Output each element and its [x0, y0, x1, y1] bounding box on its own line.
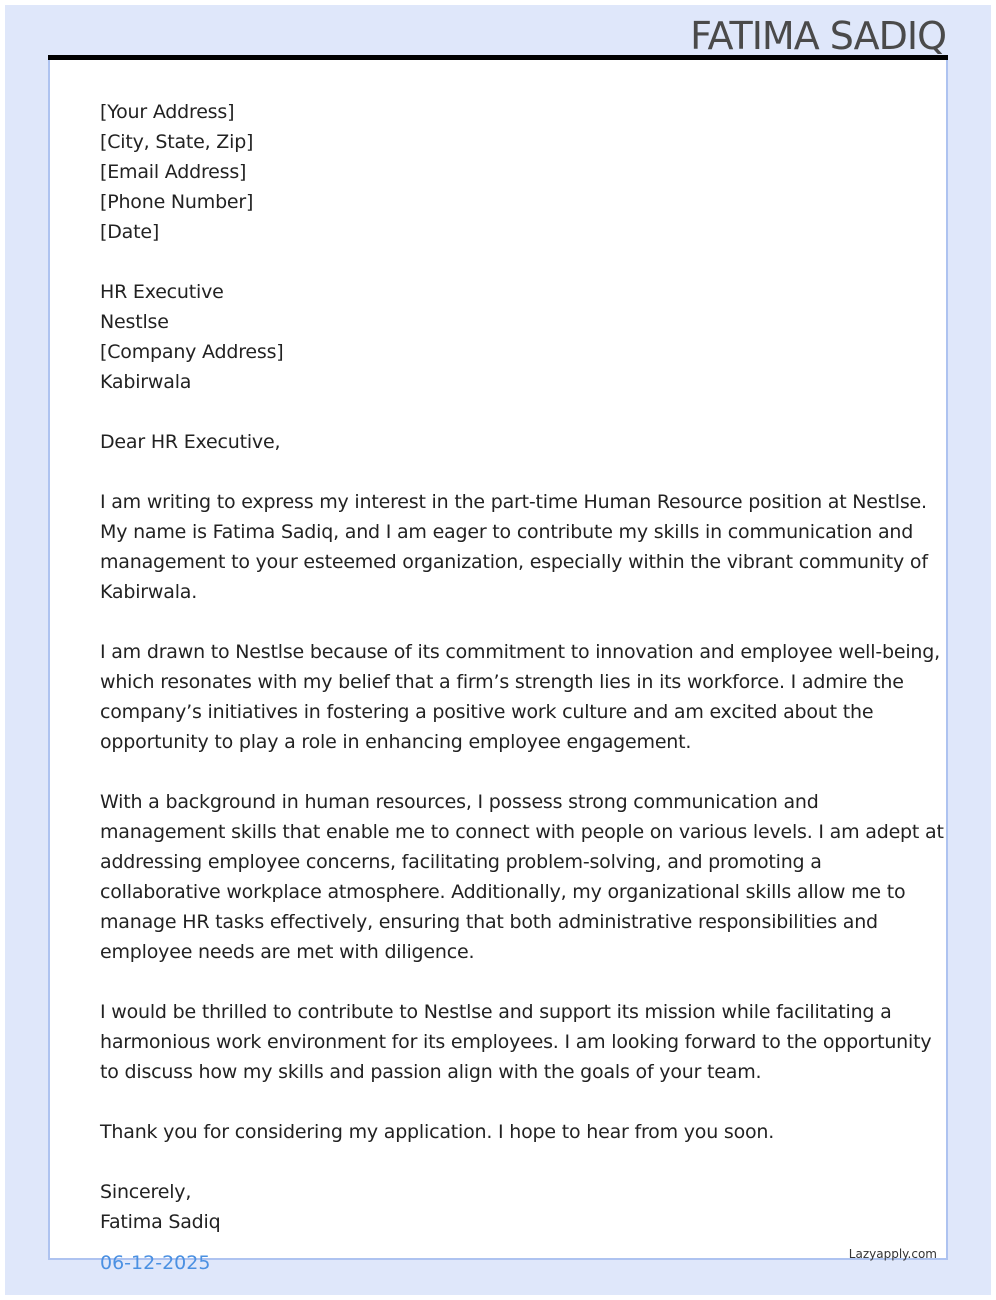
paragraph-line: Kabirwala.: [100, 581, 198, 603]
signature-name: Fatima Sadiq: [100, 1211, 221, 1233]
spacer: [100, 397, 900, 427]
paragraph-skills: [100, 787, 944, 967]
recipient-address: [Company Address]: [100, 341, 284, 363]
spacer: [100, 607, 900, 637]
paragraph-line: employee needs are met with diligence.: [100, 941, 475, 963]
footer-date: 06-12-2025: [100, 1252, 211, 1274]
spacer: [100, 757, 900, 787]
valediction: Sincerely,: [100, 1181, 192, 1203]
paragraph-intro: [100, 487, 928, 607]
recipient-city: Kabirwala: [100, 371, 192, 393]
sender-city-state-zip: [City, State, Zip]: [100, 131, 254, 153]
paragraph-motivation: [100, 637, 940, 757]
spacer: [100, 967, 900, 997]
paragraph-line: With a background in human resources, I possess strong communication and: [100, 791, 819, 813]
recipient-company: Nestlse: [100, 311, 169, 333]
paragraph-line: which resonates with my belief that a firm’s strength lies in its workforce. I admire the: [100, 671, 904, 693]
sender-block: [100, 97, 900, 247]
paragraph-line: Thank you for considering my application. I hope to hear from you soon.: [100, 1121, 775, 1143]
paragraph-line: opportunity to play a role in enhancing employee engagement.: [100, 731, 692, 753]
salutation: Dear HR Executive,: [100, 431, 281, 453]
paragraph-line: My name is Fatima Sadiq, and I am eager to contribute my skills in communication and: [100, 521, 914, 543]
paragraph-thanks: [100, 1117, 900, 1147]
spacer: [100, 457, 900, 487]
paragraph-line: I am writing to express my interest in the part-time Human Resource position at Nestlse.: [100, 491, 927, 513]
paragraph-line: harmonious work environment for its employees. I am looking forward to the opportunity: [100, 1031, 932, 1053]
paragraph-line: company’s initiatives in fostering a positive work culture and am excited about the: [100, 701, 874, 723]
spacer: [100, 1087, 900, 1117]
paragraph-line: collaborative workplace atmosphere. Additionally, my organizational skills allow me to: [100, 881, 906, 903]
sender-date: [Date]: [100, 221, 160, 243]
paragraph-line: I am drawn to Nestlse because of its commitment to innovation and employee well-being,: [100, 641, 940, 663]
recipient-title: HR Executive: [100, 281, 224, 303]
sender-address: [Your Address]: [100, 101, 235, 123]
applicant-name-header: FATIMA SADIQ: [690, 14, 946, 58]
spacer: [100, 247, 900, 277]
letter-body: [100, 97, 944, 1237]
sender-email: [Email Address]: [100, 161, 247, 183]
closing-block: [100, 1177, 900, 1237]
paragraph-line: to discuss how my skills and passion align with the goals of your team.: [100, 1061, 762, 1083]
recipient-block: [100, 277, 900, 397]
paragraph-contribution: [100, 997, 932, 1087]
paragraph-line: management to your esteemed organization, especially within the vibrant community of: [100, 551, 928, 573]
paragraph-line: I would be thrilled to contribute to Nestlse and support its mission while facilitating a: [100, 1001, 892, 1023]
paragraph-line: manage HR tasks effectively, ensuring that both administrative responsibilities and: [100, 911, 878, 933]
paragraph-line: management skills that enable me to connect with people on various levels. I am adept at: [100, 821, 944, 843]
sender-phone: [Phone Number]: [100, 191, 254, 213]
spacer: [100, 1147, 900, 1177]
paragraph-line: addressing employee concerns, facilitating problem-solving, and promoting a: [100, 851, 822, 873]
footer-site-credit: Lazyapply.com: [848, 1247, 937, 1261]
